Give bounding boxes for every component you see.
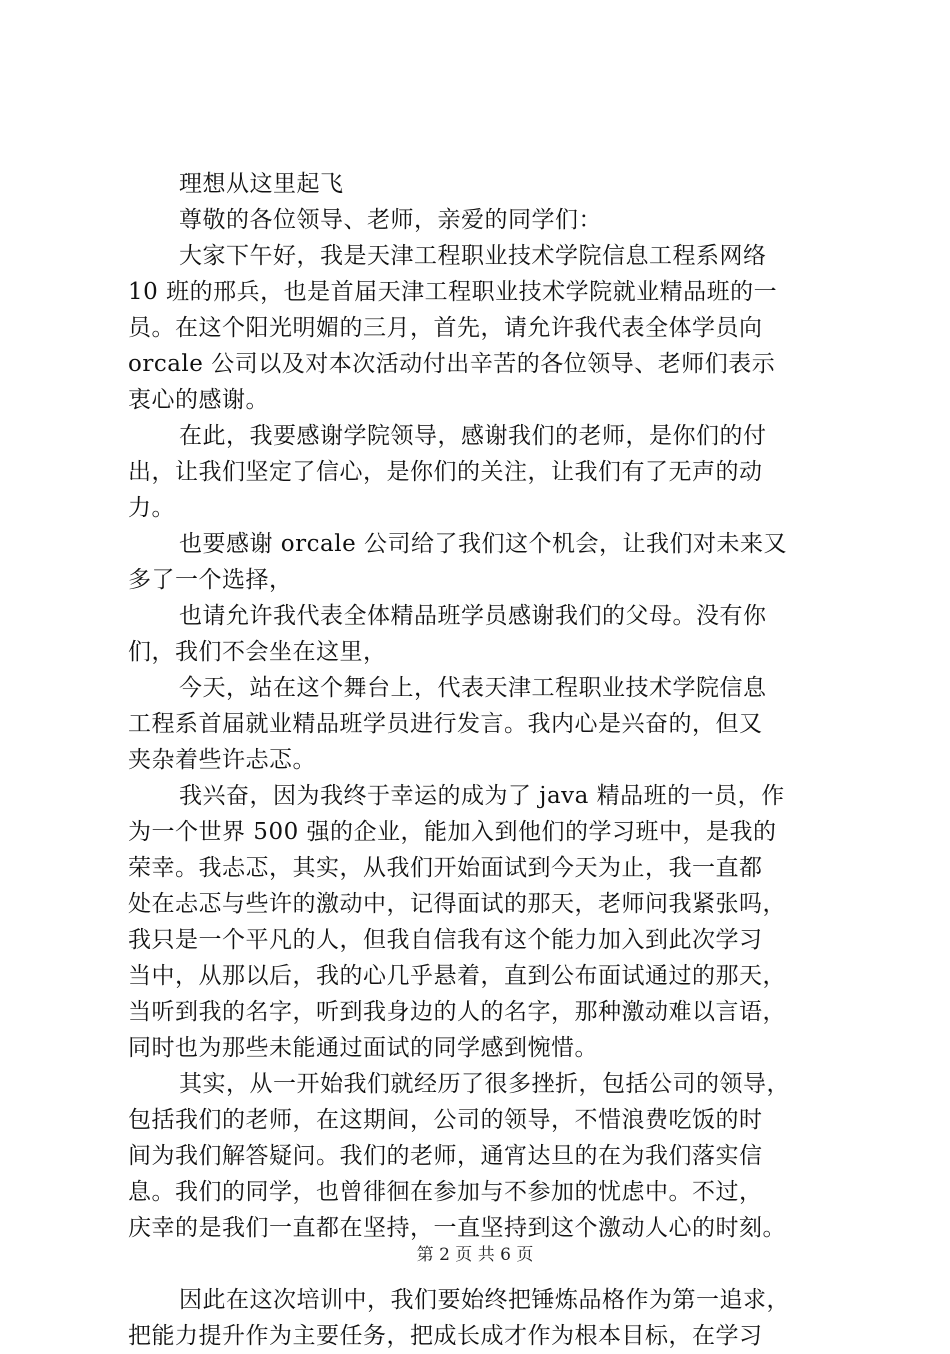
paragraph-line: 大家下午好，我是天津工程职业技术学院信息工程系网络 [179,243,767,269]
paragraph-line: 同时也为那些未能通过面试的同学感到惋惜。 [128,1035,598,1061]
paragraph-line: 工程系首届就业精品班学员进行发言。我内心是兴奋的，但又 [128,711,763,737]
paragraph-line: orcale 公司以及对本次活动付出辛苦的各位领导、老师们表示 [128,351,776,377]
paragraph-line: 我兴奋，因为我终于幸运的成为了 java 精品班的一员，作 [179,783,785,809]
paragraph-line: 们，我们不会坐在这里， [128,639,387,665]
paragraph-line: 包括我们的老师，在这期间，公司的领导，不惜浪费吃饭的时 [128,1107,763,1133]
paragraph-line: 今天，站在这个舞台上，代表天津工程职业技术学院信息 [179,675,767,701]
paragraph-line: 息。我们的同学，也曾徘徊在参加与不参加的忧虑中。不过， [128,1179,763,1205]
document-body [128,166,840,1354]
paragraph-line: 10 班的邢兵，也是首届天津工程职业技术学院就业精品班的一 [128,279,778,305]
paragraph-line: 衷心的感谢。 [128,387,269,413]
paragraph-line: 也要感谢 orcale 公司给了我们这个机会，让我们对未来又 [179,531,788,557]
paragraph-line: 出，让我们坚定了信心，是你们的关注，让我们有了无声的动 [128,459,763,485]
paragraph-line: 员。在这个阳光明媚的三月，首先，请允许我代表全体学员向 [128,315,763,341]
paragraph-line: 也请允许我代表全体精品班学员感谢我们的父母。没有你 [179,603,767,629]
paragraph-line: 处在忐忑与些许的激动中，记得面试的那天，老师问我紧张吗， [128,891,786,917]
paragraph-line: 庆幸的是我们一直都在坚持，一直坚持到这个激动人心的时刻。 [128,1215,786,1241]
paragraph-line: 在此，我要感谢学院领导，感谢我们的老师，是你们的付 [179,423,767,449]
paragraph-line: 把能力提升作为主要任务，把成长成才作为根本目标，在学习 [128,1323,763,1349]
greeting-line: 尊敬的各位领导、老师，亲爱的同学们： [179,207,602,233]
paragraph-line: 荣幸。我忐忑，其实，从我们开始面试到今天为止，我一直都 [128,855,763,881]
paragraph-line: 我只是一个平凡的人，但我自信我有这个能力加入到此次学习 [128,927,763,953]
paragraph-line: 间为我们解答疑问。我们的老师，通宵达旦的在为我们落实信 [128,1143,763,1169]
page-footer: 第 2 页 共 6 页 [416,1245,534,1265]
paragraph-line: 多了一个选择， [128,567,293,593]
document-title: 理想从这里起飞 [179,171,344,197]
paragraph-line: 为一个世界 500 强的企业，能加入到他们的学习班中，是我的 [128,819,777,845]
paragraph-line: 当中，从那以后，我的心几乎悬着，直到公布面试通过的那天， [128,963,786,989]
paragraph-line: 力。 [128,495,175,521]
paragraph-line: 其实，从一开始我们就经历了很多挫折，包括公司的领导， [179,1071,790,1097]
paragraph-line: 当听到我的名字，听到我身边的人的名字，那种激动难以言语， [128,999,786,1025]
paragraph-line: 夹杂着些许忐忑。 [128,747,316,773]
paragraph-line: 因此在这次培训中，我们要始终把锤炼品格作为第一追求， [179,1287,790,1313]
